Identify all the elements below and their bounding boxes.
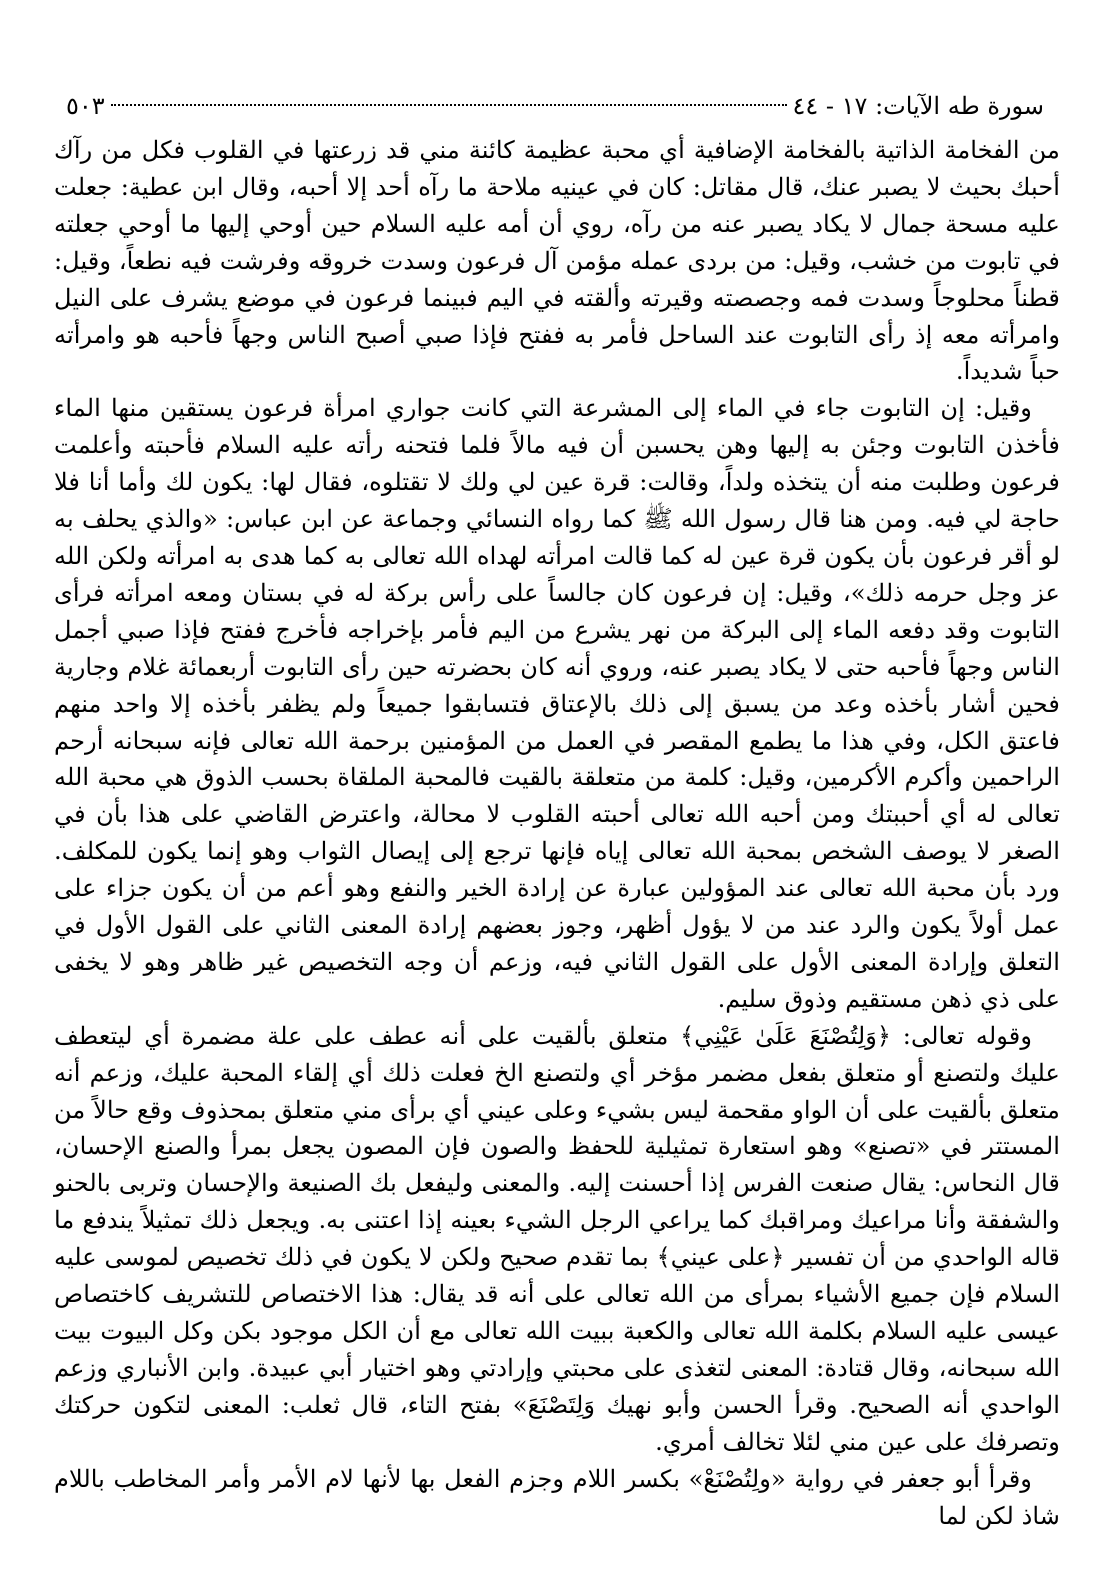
running-title: سورة طه الآيات: ١٧ - ٤٤ [792, 92, 1044, 120]
page-header [66, 86, 1044, 126]
paragraph-2: وقيل: إن التابوت جاء في الماء إلى المشرعة التي كانت جواري امرأة فرعون يستقين منها الماء فأخذن التابوت وجئن به إليها وهن يحسبن أن فيه مالاً فلما فتحنه رأته عليه السلام فأحبته وأعلمت فرعون وطلبت منه أن يتخذه ولداً، وقالت: قرة عين لي ولك لا تقتلوه، فقال لها: يكون لك وأما أنا فلا حاجة لي فيه. ومن هنا قال رسول الله ﷺ كما رواه النسائي وجماعة عن ابن عباس: «والذي يحلف به لو أقر فرعون بأن يكون قرة عين له كما قالت امرأته لهداه الله تعالى به كما هدى به امرأته ولكن الله عز وجل حرمه ذلك»، وقيل: إن فرعون كان جالساً على رأس بركة له في بستان ومعه امرأته فرأى التابوت وقد دفعه الماء إلى البركة من نهر يشرع من اليم فأمر بإخراجه فأخرج ففتح فإذا صبي أجمل الناس وجهاً فأحبه حتى لا يكاد يصبر عنه، وروي أنه كان بحضرته حين رأى التابوت أربعمائة غلام وجارية فحين أشار بأخذه وعد من يسبق إلى ذلك بالإعتاق فتسابقوا جميعاً ولم يظفر بأخذه إلا واحد منهم فاعتق الكل، وفي هذا ما يطمع المقصر في العمل من المؤمنين برحمة الله تعالى فإنه سبحانه أرحم الراحمين وأكرم الأكرمين، وقيل: كلمة من متعلقة بالقيت فالمحبة الملقاة بحسب الذوق هي محبة الله تعالى له أي أحببتك ومن أحبه الله تعالى أحبته القلوب لا محالة، واعترض القاضي على هذا بأن في الصغر لا يوصف الشخص بمحبة الله تعالى إياه فإنها ترجع إلى إيصال الثواب وهو إنما يكون للمكلف. ورد بأن محبة الله تعالى عند المؤولين عبارة عن إرادة الخير والنفع وهو أعم من أن يكون جزاء على عمل أولاً يكون والرد عند من لا يؤول أظهر، وجوز بعضهم إرادة المعنى الثاني على القول الأول في التعلق وإرادة المعنى الأول على القول الثاني فيه، وزعم أن وجه التخصيص غير ظاهر وهو لا يخفى على ذي ذهن مستقيم وذوق سليم. [54, 394, 1060, 1013]
paragraph-3: وقوله تعالى: ﴿وَلِتُصْنَعَ عَلَىٰ عَيْنِي﴾ متعلق بألقيت على أنه عطف على علة مضمرة أي ليتعطف عليك ولتصنع أو متعلق بفعل مضمر مؤخر أي ولتصنع الخ فعلت ذلك أي إلقاء المحبة عليك، وزعم أنه متعلق بألقيت على أن الواو مقحمة ليس بشيء وعلى عيني أي برأى مني متعلق بمحذوف وقع حالاً من المستتر في «تصنع» وهو استعارة تمثيلية للحفظ والصون فإن المصون يجعل بمرأ والصنع الإحسان، قال النحاس: يقال صنعت الفرس إذا أحسنت إليه. والمعنى وليفعل بك الصنيعة والإحسان وتربى بالحنو والشفقة وأنا مراعيك ومراقبك كما يراعي الرجل الشيء بعينه إذا اعتنى به. ويجعل ذلك تمثيلاً يندفع ما قاله الواحدي من أن تفسير ﴿على عيني﴾ بما تقدم صحيح ولكن لا يكون في ذلك تخصيص لموسى عليه السلام فإن جميع الأشياء بمرأى من الله تعالى على أنه قد يقال: هذا الاختصاص للتشريف كاختصاص عيسى عليه السلام بكلمة الله تعالى والكعبة ببيت الله تعالى مع أن الكل موجود بكن وكل البيوت بيت الله سبحانه، وقال قتادة: المعنى لتغذى على محبتي وإرادتي وهو اختيار أبي عبيدة. وابن الأنباري وزعم الواحدي أنه الصحيح. وقرأ الحسن وأبو نهيك وَلِتَصْنَعَ» بفتح التاء، قال ثعلب: المعنى لتكون حركتك وتصرفك على عين مني لئلا تخالف أمري. [54, 1021, 1060, 1456]
paragraph-4: وقرأ أبو جعفر في رواية «ولِتُصْنَعْ» بكسر اللام وجزم الفعل بها لأنها لام الأمر وأمر المخاطب باللام شاذ لكن لما [54, 1464, 1060, 1530]
page-number: ٥٠٣ [66, 92, 105, 120]
paragraph-1: من الفخامة الذاتية بالفخامة الإضافية أي محبة عظيمة كائنة مني قد زرعتها في القلوب فكل من رآك أحبك بحيث لا يصبر عنك، قال مقاتل: كان في عينيه ملاحة ما رآه أحد إلا أحبه، وقال ابن عطية: جعلت عليه مسحة جمال لا يكاد يصبر عنه من رآه، روي أن أمه عليه السلام حين أوحي إليها ما أوحي جعلته في تابوت من خشب، وقيل: من بردى عمله مؤمن آل فرعون وسدت خروقه وفرشت فيه نطعاً، وقيل: قطناً محلوجاً وسدت فمه وجصصته وقيرته وألقته في اليم فبينما فرعون في موضع يشرف على النيل وامرأته معه إذ رأى التابوت عند الساحل فأمر به ففتح فإذا صبي أصبح الناس وجهاً فأحبه هو وامرأته حباً شديداً. [54, 136, 1060, 386]
page-body [54, 132, 1060, 1534]
dotted-leader [111, 103, 787, 106]
